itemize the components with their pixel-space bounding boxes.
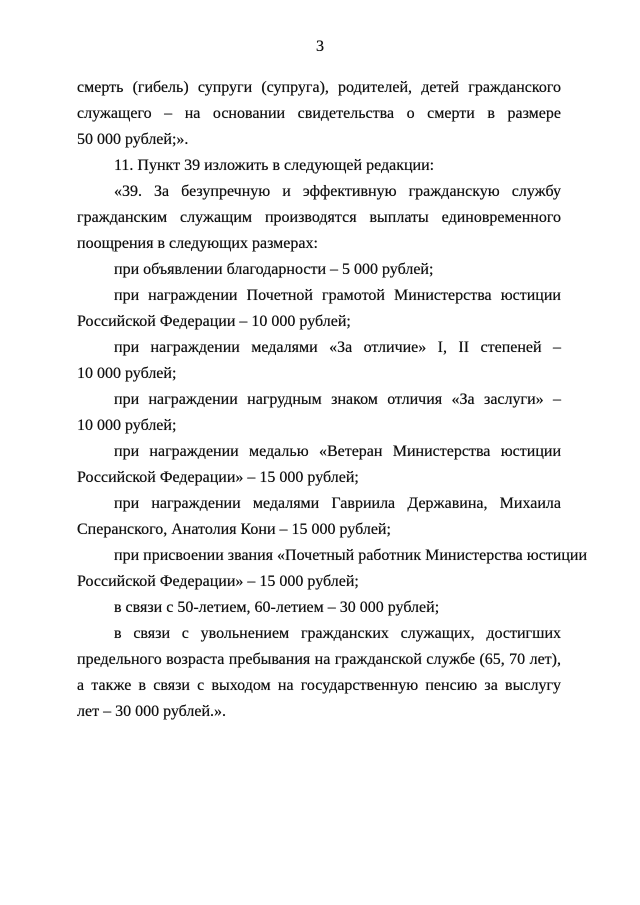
text-line: 10 000 рублей; — [77, 365, 177, 382]
text-line: поощрения в следующих размерах: — [77, 235, 318, 252]
paragraph — [77, 595, 561, 621]
text-line: Российской Федерации» – 15 000 рублей; — [77, 469, 359, 486]
text-line: Сперанского, Анатолия Кони – 15 000 рублей; — [77, 521, 391, 538]
text-line: 50 000 рублей;». — [77, 131, 189, 148]
document-body — [77, 75, 588, 725]
text-line: в связи с увольнением гражданских служащих, достигших — [114, 625, 561, 642]
paragraph — [77, 439, 561, 491]
text-line: при награждении медалями «За отличие» I, II степеней – — [114, 339, 561, 356]
text-line: в связи с 50-летием, 60-летием – 30 000 рублей; — [114, 599, 440, 616]
paragraph — [77, 543, 588, 595]
paragraph — [77, 387, 561, 439]
text-line: предельного возраста пребывания на гражданской службе (65, 70 лет), — [77, 651, 561, 668]
text-line: а также в связи с выходом на государственную пенсию за выслугу — [77, 677, 561, 694]
text-line: при награждении медалями Гавриила Державина, Михаила — [114, 495, 561, 512]
text-line: гражданским служащим производятся выплаты единовременного — [77, 209, 561, 226]
text-line: смерть (гибель) супруги (супруга), родителей, детей гражданского — [77, 79, 561, 96]
paragraph — [77, 75, 561, 153]
paragraph — [77, 335, 561, 387]
text-line: при награждении Почетной грамотой Министерства юстиции — [114, 287, 561, 304]
paragraph — [77, 621, 561, 725]
paragraph — [77, 179, 561, 257]
text-line: при объявлении благодарности – 5 000 рублей; — [114, 261, 434, 278]
paragraph — [77, 283, 561, 335]
text-line: лет – 30 000 рублей.». — [77, 703, 227, 720]
paragraph — [77, 257, 561, 283]
text-line: 10 000 рублей; — [77, 417, 177, 434]
text-line: служащего – на основании свидетельства о смерти в размере — [77, 105, 561, 122]
page-number: 3 — [316, 38, 324, 55]
paragraph — [77, 153, 561, 179]
text-line: при награждении медалью «Ветеран Министерства юстиции — [114, 443, 561, 460]
text-line: при присвоении звания «Почетный работник Министерства юстиции — [114, 547, 588, 564]
text-line: Российской Федерации – 10 000 рублей; — [77, 313, 351, 330]
paragraph — [77, 491, 561, 543]
text-line: 11. Пункт 39 изложить в следующей редакции: — [114, 157, 435, 174]
text-line: при награждении нагрудным знаком отличия «За заслуги» – — [114, 391, 561, 408]
text-line: Российской Федерации» – 15 000 рублей; — [77, 573, 359, 590]
text-line: «39. За безупречную и эффективную гражданскую службу — [114, 183, 561, 200]
